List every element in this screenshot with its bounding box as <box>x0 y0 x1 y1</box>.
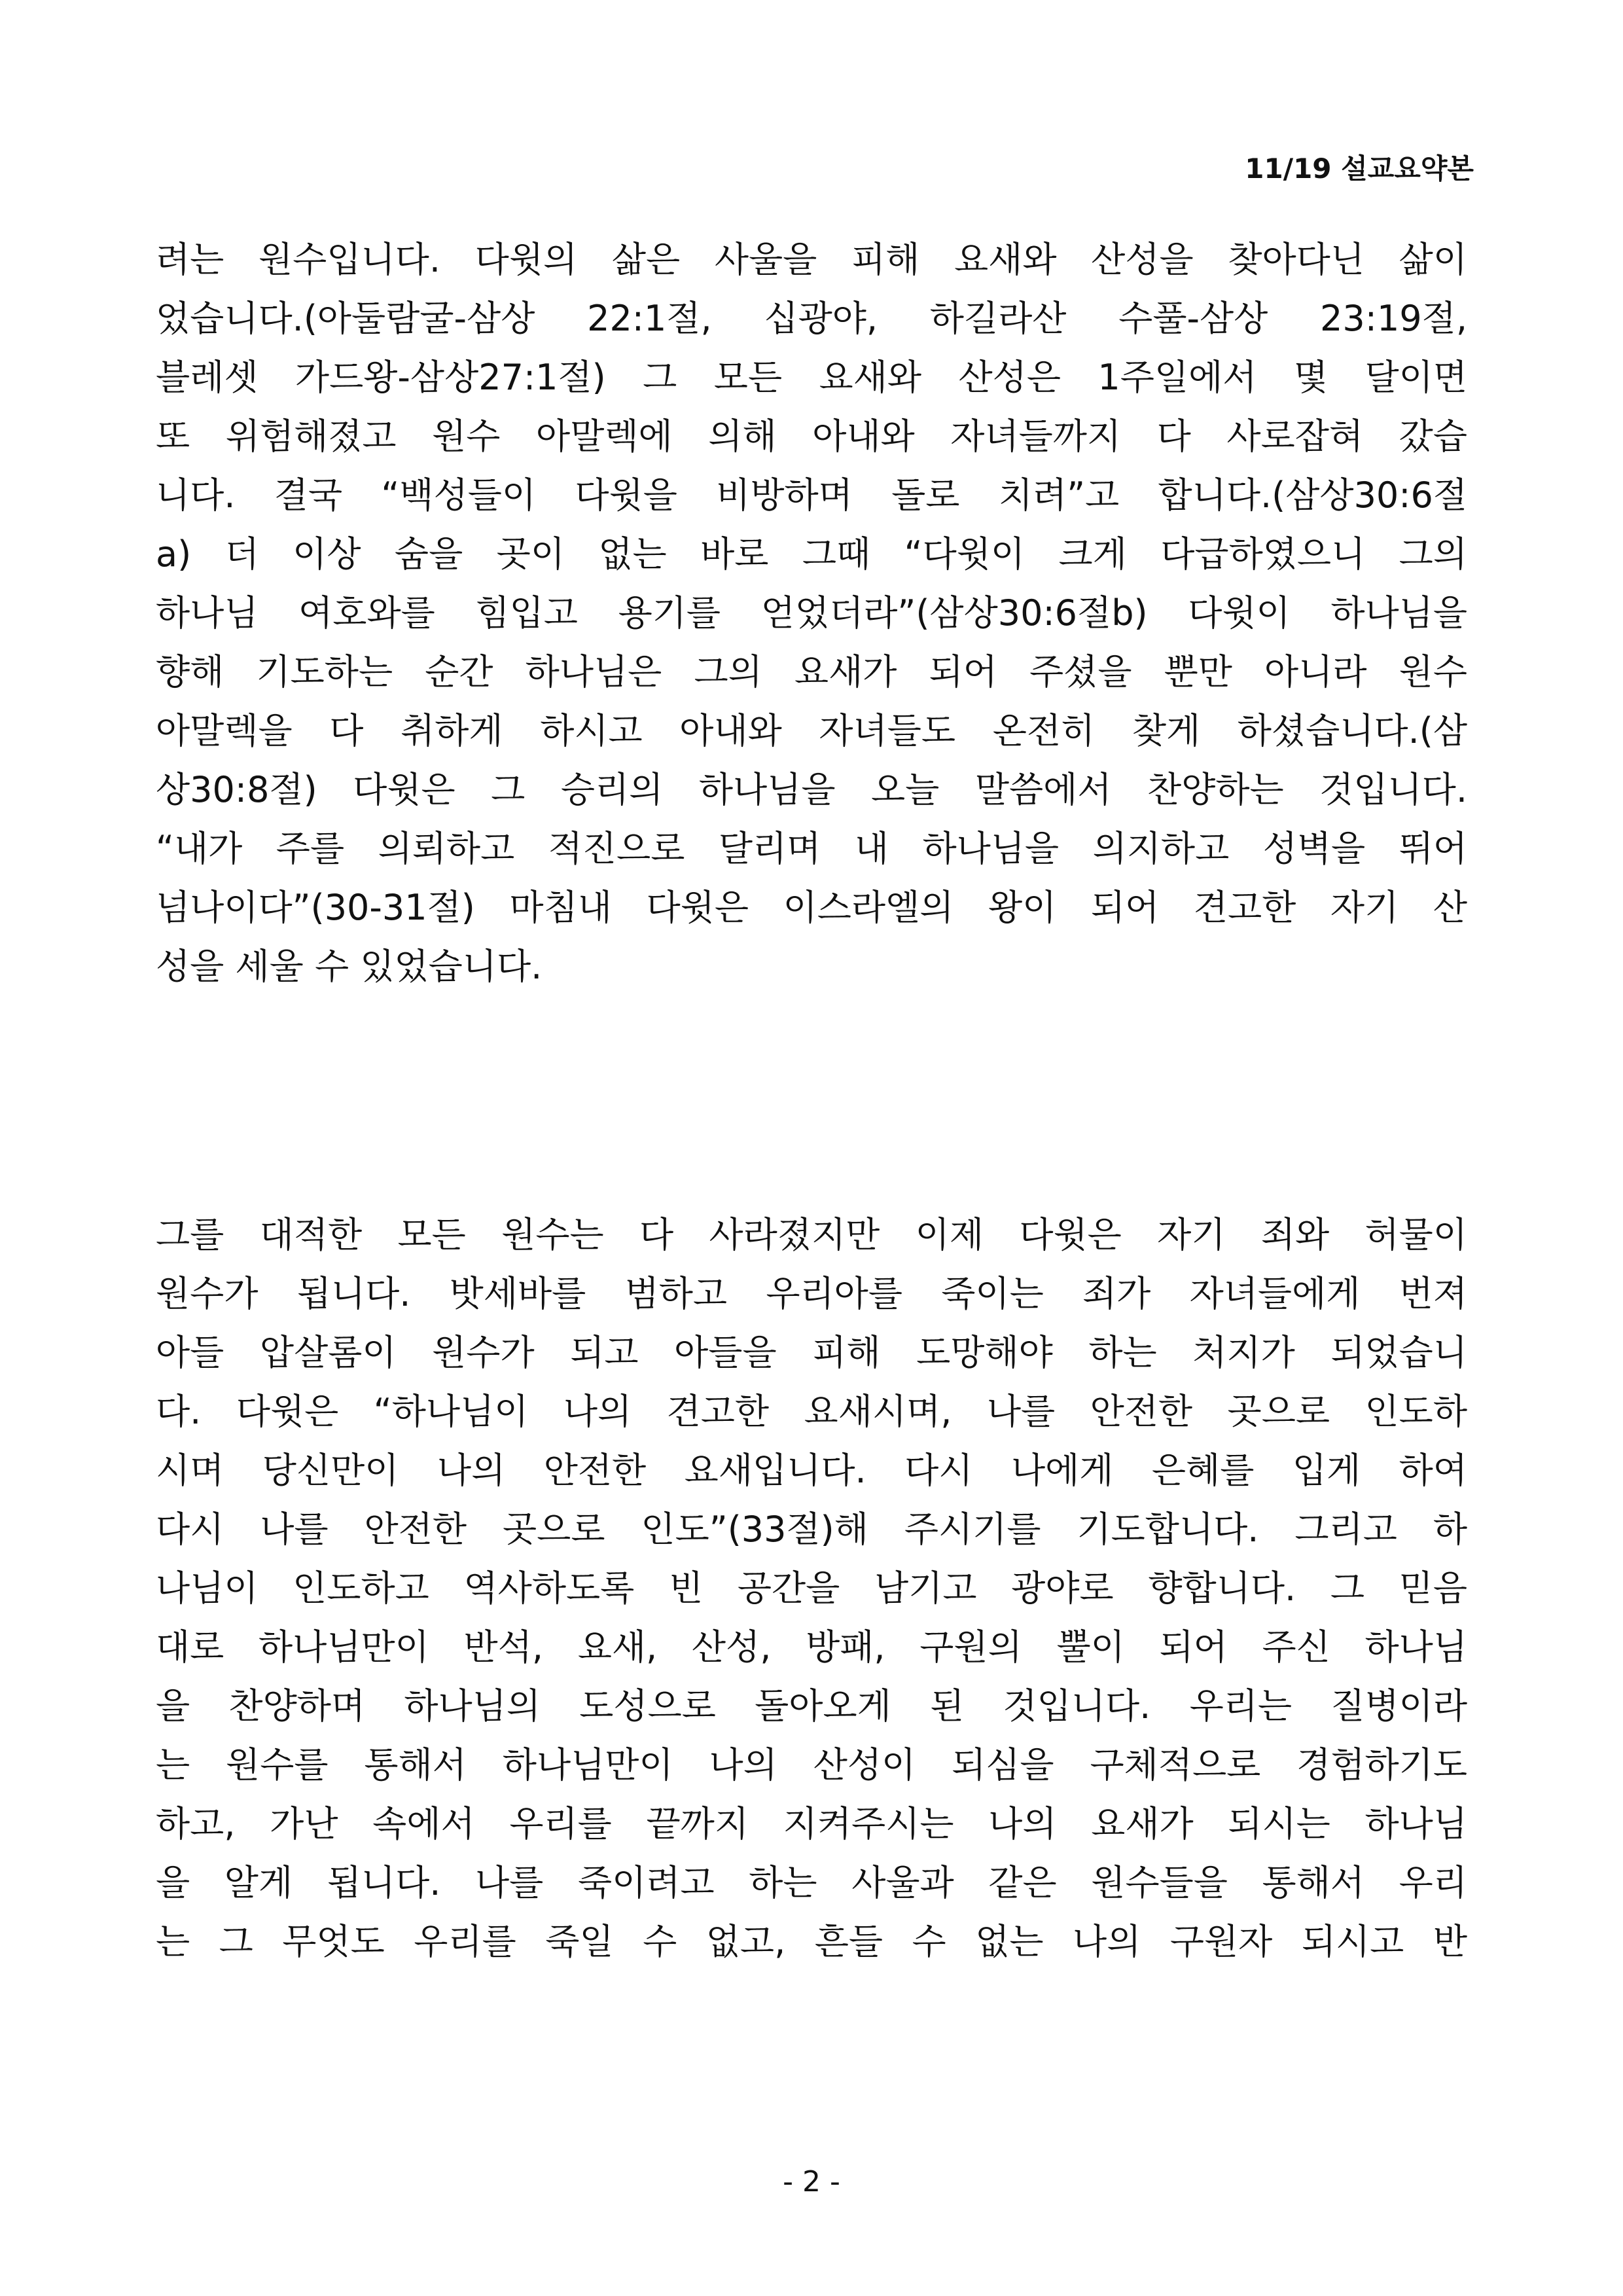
text-line: 다. 다윗은 “하나님이 나의 견고한 요새시며, 나를 안전한 곳으로 인도하 <box>156 1391 1467 1432</box>
text-line: “내가 주를 의뢰하고 적진으로 달리며 내 하나님을 의지하고 성벽을 뛰어 <box>156 828 1467 869</box>
page-number: - 2 - <box>783 2165 840 2198</box>
text-line: 향해 기도하는 순간 하나님은 그의 요새가 되어 주셨을 뿐만 아니라 원수 <box>156 651 1467 692</box>
text-line: 을 알게 됩니다. 나를 죽이려고 하는 사울과 같은 원수들을 통해서 우리 <box>156 1862 1467 1903</box>
text-line: 상30:8절) 다윗은 그 승리의 하나님을 오늘 말씀에서 찬양하는 것입니다. <box>156 769 1467 810</box>
paragraph-2 <box>156 1206 1467 1971</box>
text-line: 대로 하나님만이 반석, 요새, 산성, 방패, 구원의 뿔이 되어 주신 하나님 <box>156 1626 1467 1668</box>
text-line: 그를 대적한 모든 원수는 다 사라졌지만 이제 다윗은 자기 죄와 허물이 <box>156 1214 1467 1255</box>
text-line: 을 찬양하며 하나님의 도성으로 돌아오게 된 것입니다. 우리는 질병이라 <box>156 1685 1467 1727</box>
text-line: a) 더 이상 숨을 곳이 없는 바로 그때 “다윗이 크게 다급하였으니 그의 <box>156 533 1467 575</box>
text-line: 블레셋 가드왕-삼상27:1절) 그 모든 요새와 산성은 1주일에서 몇 달이면 <box>156 357 1467 398</box>
header-title: 11/19 설교요약본 <box>1245 152 1474 185</box>
text-line: 아말렉을 다 취하게 하시고 아내와 자녀들도 온전히 찾게 하셨습니다.(삼 <box>156 710 1467 751</box>
text-line: 는 그 무엇도 우리를 죽일 수 없고, 흔들 수 없는 나의 구원자 되시고 반 <box>156 1921 1467 1962</box>
text-line: 넘나이다”(30-31절) 마침내 다윗은 이스라엘의 왕이 되어 견고한 자기 산 <box>156 887 1467 928</box>
text-line: 시며 당신만이 나의 안전한 요새입니다. 다시 나에게 은혜를 입게 하여 <box>156 1450 1467 1491</box>
text-line: 하고, 가난 속에서 우리를 끝까지 지켜주시는 나의 요새가 되시는 하나님 <box>156 1803 1467 1844</box>
text-line: 성을 세울 수 있었습니다. <box>156 946 543 987</box>
text-line: 었습니다.(아둘람굴-삼상 22:1절, 십광야, 하길라산 수풀-삼상 23:19절, <box>156 298 1467 339</box>
text-line: 니다. 결국 “백성들이 다윗을 비방하며 돌로 치려”고 합니다.(삼상30:6절 <box>156 475 1467 516</box>
text-line: 나님이 인도하고 역사하도록 빈 공간을 남기고 광야로 향합니다. 그 믿음 <box>156 1568 1467 1609</box>
text-line: 또 위험해졌고 원수 아말렉에 의해 아내와 자녀들까지 다 사로잡혀 갔습 <box>156 416 1467 457</box>
text-line: 는 원수를 통해서 하나님만이 나의 산성이 되심을 구체적으로 경험하기도 <box>156 1744 1467 1785</box>
text-line: 하나님 여호와를 힘입고 용기를 얻었더라”(삼상30:6절b) 다윗이 하나님을 <box>156 592 1467 634</box>
text-line: 원수가 됩니다. 밧세바를 범하고 우리아를 죽이는 죄가 자녀들에게 번져 <box>156 1273 1467 1314</box>
text-line: 아들 압살롬이 원수가 되고 아들을 피해 도망해야 하는 처지가 되었습니 <box>156 1332 1467 1373</box>
text-line: 려는 원수입니다. 다윗의 삶은 사울을 피해 요새와 산성을 찾아다닌 삶이 <box>156 239 1467 280</box>
paragraph-1 <box>156 230 1467 996</box>
text-line: 다시 나를 안전한 곳으로 인도”(33절)해 주시기를 기도합니다. 그리고 하 <box>156 1509 1467 1550</box>
